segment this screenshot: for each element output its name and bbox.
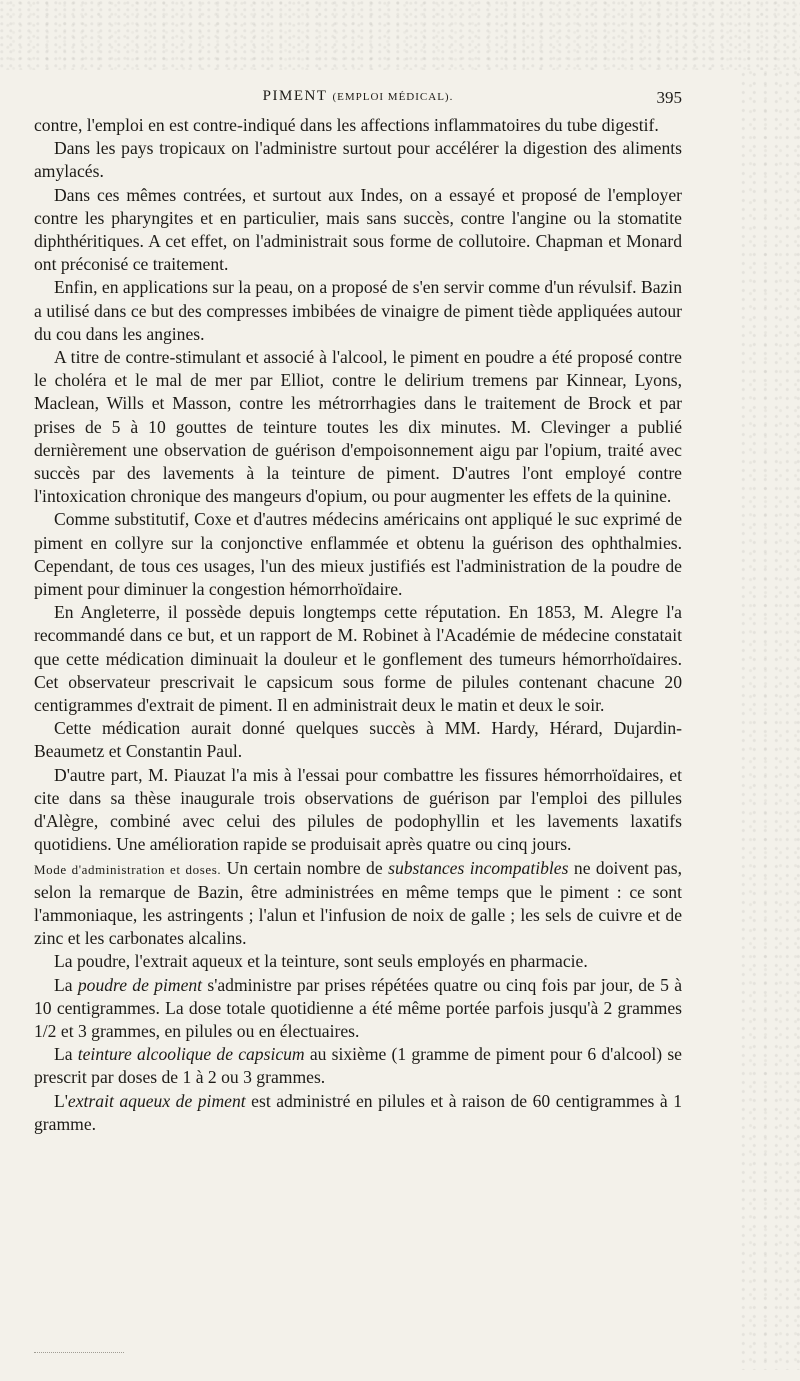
running-title — [34, 88, 682, 105]
paragraph: Dans ces mêmes contrées, et surtout aux Indes, on a essayé et proposé de l'employer contre les pharyngites et en particulier, mais sans succès, contre l'angine ou la stomatite diphthéritiques. A cet effet, on l'administrait sous forme de collutoire. Chapman et Monard ont préconisé ce traitement. — [34, 184, 682, 275]
paragraph-text: La — [54, 974, 78, 995]
paragraph: A titre de contre-stimulant et associé à l'alcool, le piment en poudre a été proposé contre le choléra et le mal de mer par Elliot, contre le delirium tremens par Kinnear, Lyons, Maclean, Wills et Masson, contre les métrorrhagies dans le traitement de Brock et par prises de 5 à 10 gouttes de teinture toutes les dix minutes. M. Clevinger a publié dernièrement une observation de guérison d'empoisonnement aigu par l'opium, traité avec succès par des lavements à la teinture de piment. D'autres l'ont employé contre l'intoxication chronique des mangeurs d'opium, ou pour augmenter les effets de la quinine. — [34, 347, 682, 507]
paragraph: Enfin, en applications sur la peau, on a proposé de s'en servir comme d'un révulsif. Bazin a utilisé dans ce but des compresses imbibées de vinaigre de piment tiède appliquées autour du cou dans les angines. — [34, 277, 682, 344]
page-number: 395 — [656, 88, 682, 107]
paragraph: Cette médication aurait donné quelques succès à MM. Hardy, Hérard, Dujardin-Beaumetz et Constantin Paul. — [34, 718, 682, 762]
paragraph-text: au sixième (1 gramme de piment pour 6 d'alcool) se prescrit par doses de 1 à 2 ou 3 grammes. — [34, 1044, 682, 1088]
paragraph: D'autre part, M. Piauzat l'a mis à l'essai pour combattre les fissures hémorrhoïdaires, et cite dans sa thèse inaugurale trois observations de guérison par l'emploi des pillules d'Alègre, combiné avec celui des pilules de podophyllin et les lavements laxatifs quotidiens. Une amélioration rapide se produisait après quatre ou cinq jours. — [34, 764, 682, 855]
running-head — [34, 88, 682, 110]
paragraph-text: L' — [54, 1090, 68, 1111]
footer-smudge — [34, 1352, 124, 1355]
paragraph-text: s'administre par prises répétées quatre ou cinq fois par jour, de 5 à 10 centigrammes. La dose totale quotidienne a été même portée parfois jusqu'à 2 grammes 1/2 et 3 grammes, en pilules ou en électuaires. — [34, 974, 682, 1041]
scan-noise-top — [0, 0, 800, 70]
paragraph-section-doses — [34, 857, 682, 951]
paragraph — [34, 974, 682, 1044]
emphasis: extrait aqueux de piment — [67, 1090, 246, 1111]
emphasis: teinture alcoolique de capsicum — [77, 1044, 305, 1065]
paragraph: contre, l'emploi en est contre-indiqué dans les affections inflammatoires du tube digestif. — [34, 115, 659, 135]
emphasis: poudre de piment — [77, 974, 203, 995]
running-title-suffix: (EMPLOI MÉDICAL). — [332, 91, 454, 103]
paragraph: Dans les pays tropicaux on l'administre surtout pour accélérer la digestion des aliments amylacés. — [34, 138, 682, 182]
body-text — [34, 114, 682, 1136]
paragraph: Comme substitutif, Coxe et d'autres médecins américains ont appliqué le suc exprimé de piment en collyre sur la conjonctive enflammée et obtenu la guérison des ophthalmies. Cependant, de tous ces usages, l'un des mieux justifiés est l'administration de la poudre de piment pour diminuer la congestion hémorrhoïdaire. — [34, 509, 682, 600]
running-title-main: PIMENT — [262, 88, 328, 104]
paragraph — [34, 1090, 682, 1136]
paragraph-text: La — [54, 1044, 78, 1065]
paragraph-text: Un certain nombre de — [221, 857, 389, 878]
section-heading: Mode d'administration et doses. — [34, 861, 222, 877]
scan-noise-right-margin — [740, 70, 800, 1370]
paragraph-text: est administré en pilules et à raison de 60 centigrammes à 1 gramme. — [34, 1090, 682, 1134]
paragraph — [34, 1043, 682, 1089]
paragraph: La poudre, l'extrait aqueux et la teinture, sont seuls employés en pharmacie. — [54, 951, 588, 972]
paragraph-text: ne doivent pas, selon la remarque de Bazin, être administrées en même temps que le piment : ce sont l'ammoniaque, les astringents ; l'alun et l'infusion de noix de galle ; les sels de cuivre et de zinc et les carbonates alcalins. — [34, 857, 682, 949]
emphasis: substances incompatibles — [388, 857, 569, 878]
paragraph: En Angleterre, il possède depuis longtemps cette réputation. En 1853, M. Alegre l'a recommandé dans ce but, et un rapport de M. Robinet à l'Académie de médecine constatait que cette médication diminuait la douleur et le gonflement des tumeurs hémorrhoïdaires. Cet observateur prescrivait le capsicum sous forme de pilules contenant chacune 20 centigrammes d'extrait de piment. Il en administrait deux le matin et deux le soir. — [34, 602, 682, 716]
